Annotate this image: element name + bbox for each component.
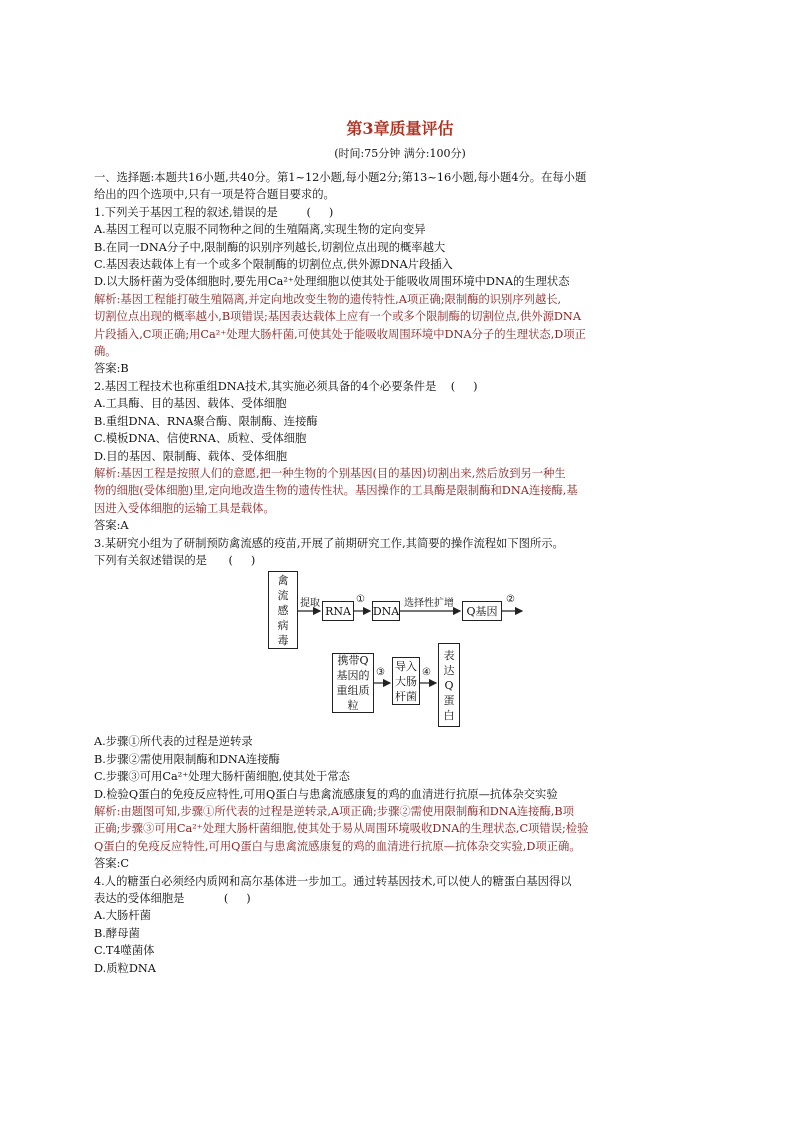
step1-label: ① <box>356 594 365 606</box>
express-text: 蛋 <box>443 693 455 707</box>
step2-label: ② <box>506 594 515 606</box>
analysis-line: 解析:由题图可知,步骤①所代表的过程是逆转录,A项正确;步骤②需使用限制酶和DNA连接酶,B项 <box>94 804 574 818</box>
option-c: C.T4噬菌体 <box>94 944 155 958</box>
analysis-line: 正确;步骤③可用Ca²⁺处理大肠杆菌细胞,使其处于易从周围环境吸收DNA的生理状态,C项错误;检验 <box>94 822 589 836</box>
analysis-line: 解析:基因工程能打破生殖隔离,并定向地改变生物的遗传特性,A项正确;限制酶的识别序列越长, <box>94 292 562 306</box>
express-text: 白 <box>443 708 455 722</box>
virus-text: 流 <box>277 588 289 602</box>
option-c: C.基因表达载体上有一个或多个限制酶的切割位点,供外源DNA片段插入 <box>94 258 453 272</box>
option-d: D.质粒DNA <box>94 961 156 975</box>
option-b: B.步骤②需使用限制酶和DNA连接酶 <box>94 752 280 766</box>
plasmid-text: 基因的 <box>336 669 370 683</box>
option-b: B.在同一DNA分子中,限制酶的识别序列越长,切割位点出现的概率越大 <box>94 240 446 254</box>
plasmid-text: 携带Q <box>337 654 369 668</box>
plasmid-text: 粒 <box>347 699 359 713</box>
answer: 答案:B <box>94 362 129 376</box>
page-subtitle: (时间:75分钟 满分:100分) <box>334 147 466 160</box>
analysis-line: 物的细胞(受体细胞)里,定向地改造生物的遗传性状。基因操作的工具酶是限制酶和DNA连接酶,基 <box>94 484 578 498</box>
option-a: A.工具酶、目的基因、载体、受体细胞 <box>94 397 287 411</box>
option-d: D.目的基因、限制酶、载体、受体细胞 <box>94 449 287 463</box>
question-stem: 1.下列关于基因工程的叙述,错误的是 ( ) <box>94 205 334 219</box>
express-text: 达 <box>443 663 455 677</box>
answer: 答案:C <box>94 857 130 871</box>
analysis-line: 确。 <box>94 345 117 359</box>
page-title: 第3章质量评估 <box>346 119 454 138</box>
question-stem: 4.人的糖蛋白必须经内质网和高尔基体进一步加工。通过转基因技术,可以使人的糖蛋白基因得以 <box>94 874 572 888</box>
answer: 答案:A <box>94 519 129 533</box>
flow-diagram <box>94 569 706 733</box>
option-a: A.大肠杆菌 <box>94 909 151 923</box>
virus-box <box>268 571 298 649</box>
analysis-line: 片段插入,C项正确;用Ca²⁺处理大肠杆菌,可使其处于能吸收周围环境中DNA分子的生理状态,D项正 <box>94 327 586 341</box>
analysis-line: 切割位点出现的概率越小,B项错误;基因表达载体上应有一个或多个限制酶的切割位点,供外源DNA <box>94 310 581 324</box>
option-c: C.模板DNA、信使RNA、质粒、受体细胞 <box>94 432 307 446</box>
section-intro: 给出的四个选项中,只有一项是符合题目要求的。 <box>94 188 335 202</box>
virus-text: 毒 <box>277 633 289 647</box>
option-c: C.步骤③可用Ca²⁺处理大肠杆菌细胞,使其处于常态 <box>94 770 350 784</box>
virus-text: 感 <box>277 603 289 617</box>
ecoli-text: 导入 <box>395 659 417 673</box>
question-stem: 2.基因工程技术也称重组DNA技术,其实施必须具备的4个必要条件是 ( ) <box>94 379 478 393</box>
ecoli-box <box>392 657 420 705</box>
option-b: B.重组DNA、RNA聚合酶、限制酶、连接酶 <box>94 414 318 428</box>
plasmid-box <box>332 653 374 713</box>
option-d: D.以大肠杆菌为受体细胞时,要先用Ca²⁺处理细胞以使其处于能吸收周围环境中DNA的生理状态 <box>94 275 570 289</box>
diagram-arrows <box>94 569 706 733</box>
express-text: Q <box>444 678 454 692</box>
step4-label: ④ <box>422 667 431 679</box>
amplify-label: 选择性扩增 <box>404 598 454 610</box>
extract-label: 提取 <box>300 598 320 610</box>
analysis-line: 因进入受体细胞的运输工具是载体。 <box>94 501 275 515</box>
step3-label: ③ <box>376 667 385 679</box>
virus-text: 病 <box>277 618 289 632</box>
document-page <box>94 116 706 977</box>
option-d: D.检验Q蛋白的免疫反应特性,可用Q蛋白与患禽流感康复的鸡的血清进行抗原—抗体杂交实验 <box>94 787 558 801</box>
option-a: A.基因工程可以克服不同物种之间的生殖隔离,实现生物的定向变异 <box>94 223 426 237</box>
ecoli-text: 大肠 <box>395 674 417 688</box>
analysis-line: 解析:基因工程是按照人们的意愿,把一种生物的个别基因(目的基因)切割出来,然后放到另一种生 <box>94 466 566 480</box>
question-stem: 下列有关叙述错误的是 ( ) <box>94 553 256 567</box>
rna-box: RNA <box>322 601 354 621</box>
question-stem: 3.某研究小组为了研制预防禽流感的疫苗,开展了前期研究工作,其简要的操作流程如下图所示。 <box>94 536 564 550</box>
qgene-box: Q基因 <box>462 601 502 621</box>
ecoli-text: 杆菌 <box>395 689 417 703</box>
section-intro: 一、选择题:本题共16小题,共40分。第1~12小题,每小题2分;第13~16小题,每小题4分。在每小题 <box>94 171 587 184</box>
plasmid-text: 重组质 <box>336 684 370 698</box>
express-box <box>438 643 460 727</box>
option-a: A.步骤①所代表的过程是逆转录 <box>94 735 253 749</box>
analysis-line: Q蛋白的免疫反应特性,可用Q蛋白与患禽流感康复的鸡的血清进行抗原—抗体杂交实验,D项正确。 <box>94 839 581 853</box>
virus-text: 禽 <box>277 573 289 587</box>
express-text: 表 <box>443 648 455 662</box>
dna-box: DNA <box>372 601 400 621</box>
option-b: B.酵母菌 <box>94 926 140 940</box>
question-stem: 表达的受体细胞是 ( ) <box>94 892 251 905</box>
